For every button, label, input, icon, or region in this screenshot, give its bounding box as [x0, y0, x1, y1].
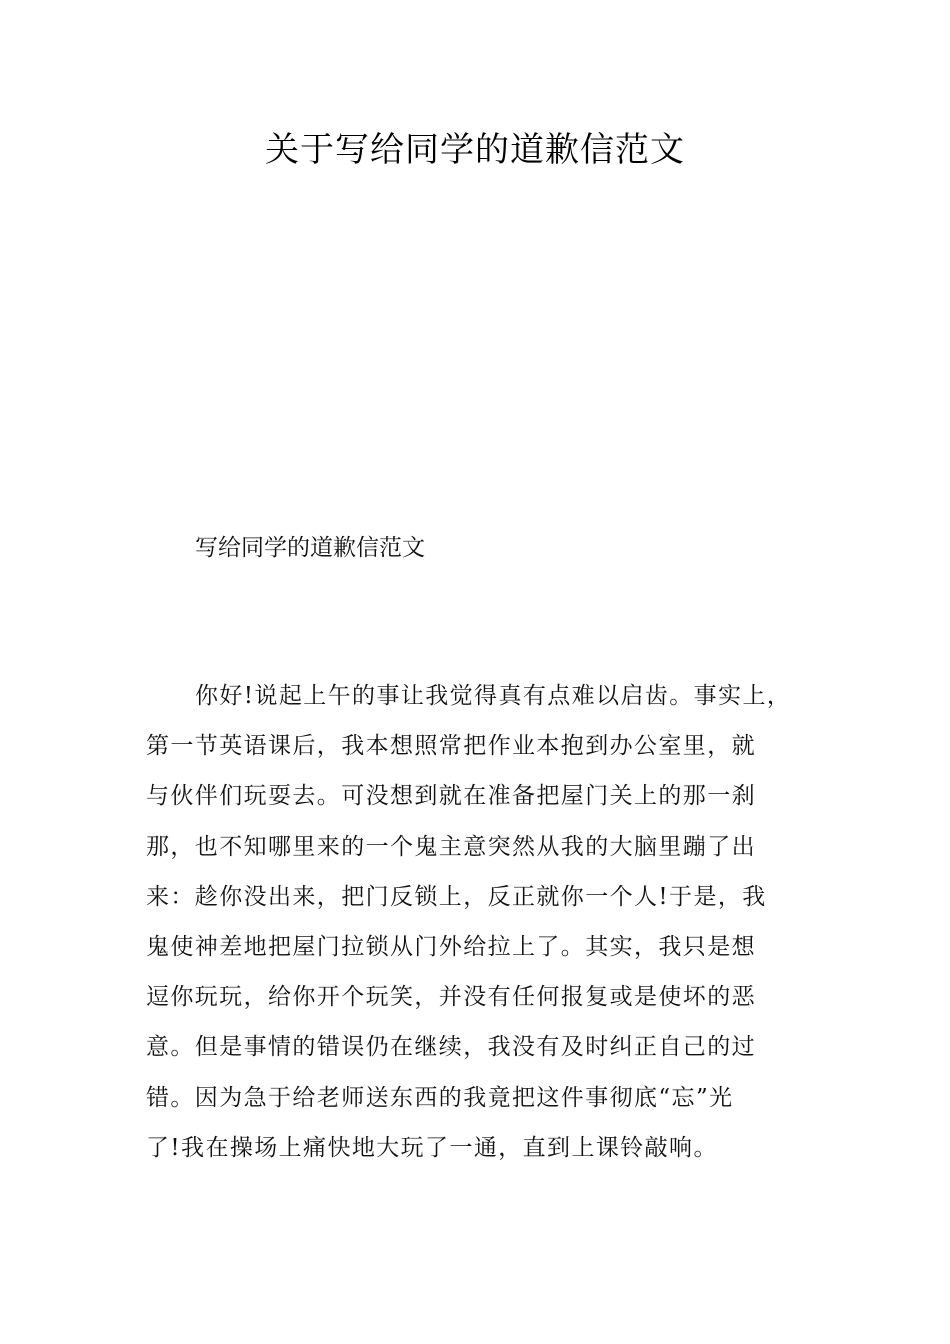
paragraph-line: 第一节英语课后，我本想照常把作业本抱到办公室里，就: [146, 733, 756, 760]
paragraph-line: 鬼使神差地把屋门拉锁从门外给拉上了。其实，我只是想: [146, 933, 756, 960]
paragraph-line: 逗你玩玩，给你开个玩笑，并没有任何报复或是使坏的恶: [146, 984, 756, 1011]
paragraph-line: 那，也不知哪里来的一个鬼主意突然从我的大脑里蹦了出: [146, 833, 756, 860]
paragraph-line: 来：趁你没出来，把门反锁上，反正就你一个人!于是，我: [146, 883, 767, 910]
document-subtitle: 写给同学的道歉信范文: [195, 535, 425, 561]
document-title: 关于写给同学的道歉信范文: [265, 130, 685, 170]
body-paragraph: [146, 678, 836, 1180]
paragraph-line: 错。因为急于给老师送东西的我竟把这件事彻底“忘”光: [146, 1084, 734, 1111]
paragraph-line: 意。但是事情的错误仍在继续，我没有及时纠正自己的过: [146, 1034, 756, 1061]
paragraph-line: 了!我在操场上痛快地大玩了一通，直到上课铃敲响。: [146, 1134, 718, 1161]
paragraph-line: 你好!说起上午的事让我觉得真有点难以启齿。事实上，: [195, 683, 792, 709]
paragraph-line: 与伙伴们玩耍去。可没想到就在准备把屋门关上的那一刹: [146, 783, 756, 810]
